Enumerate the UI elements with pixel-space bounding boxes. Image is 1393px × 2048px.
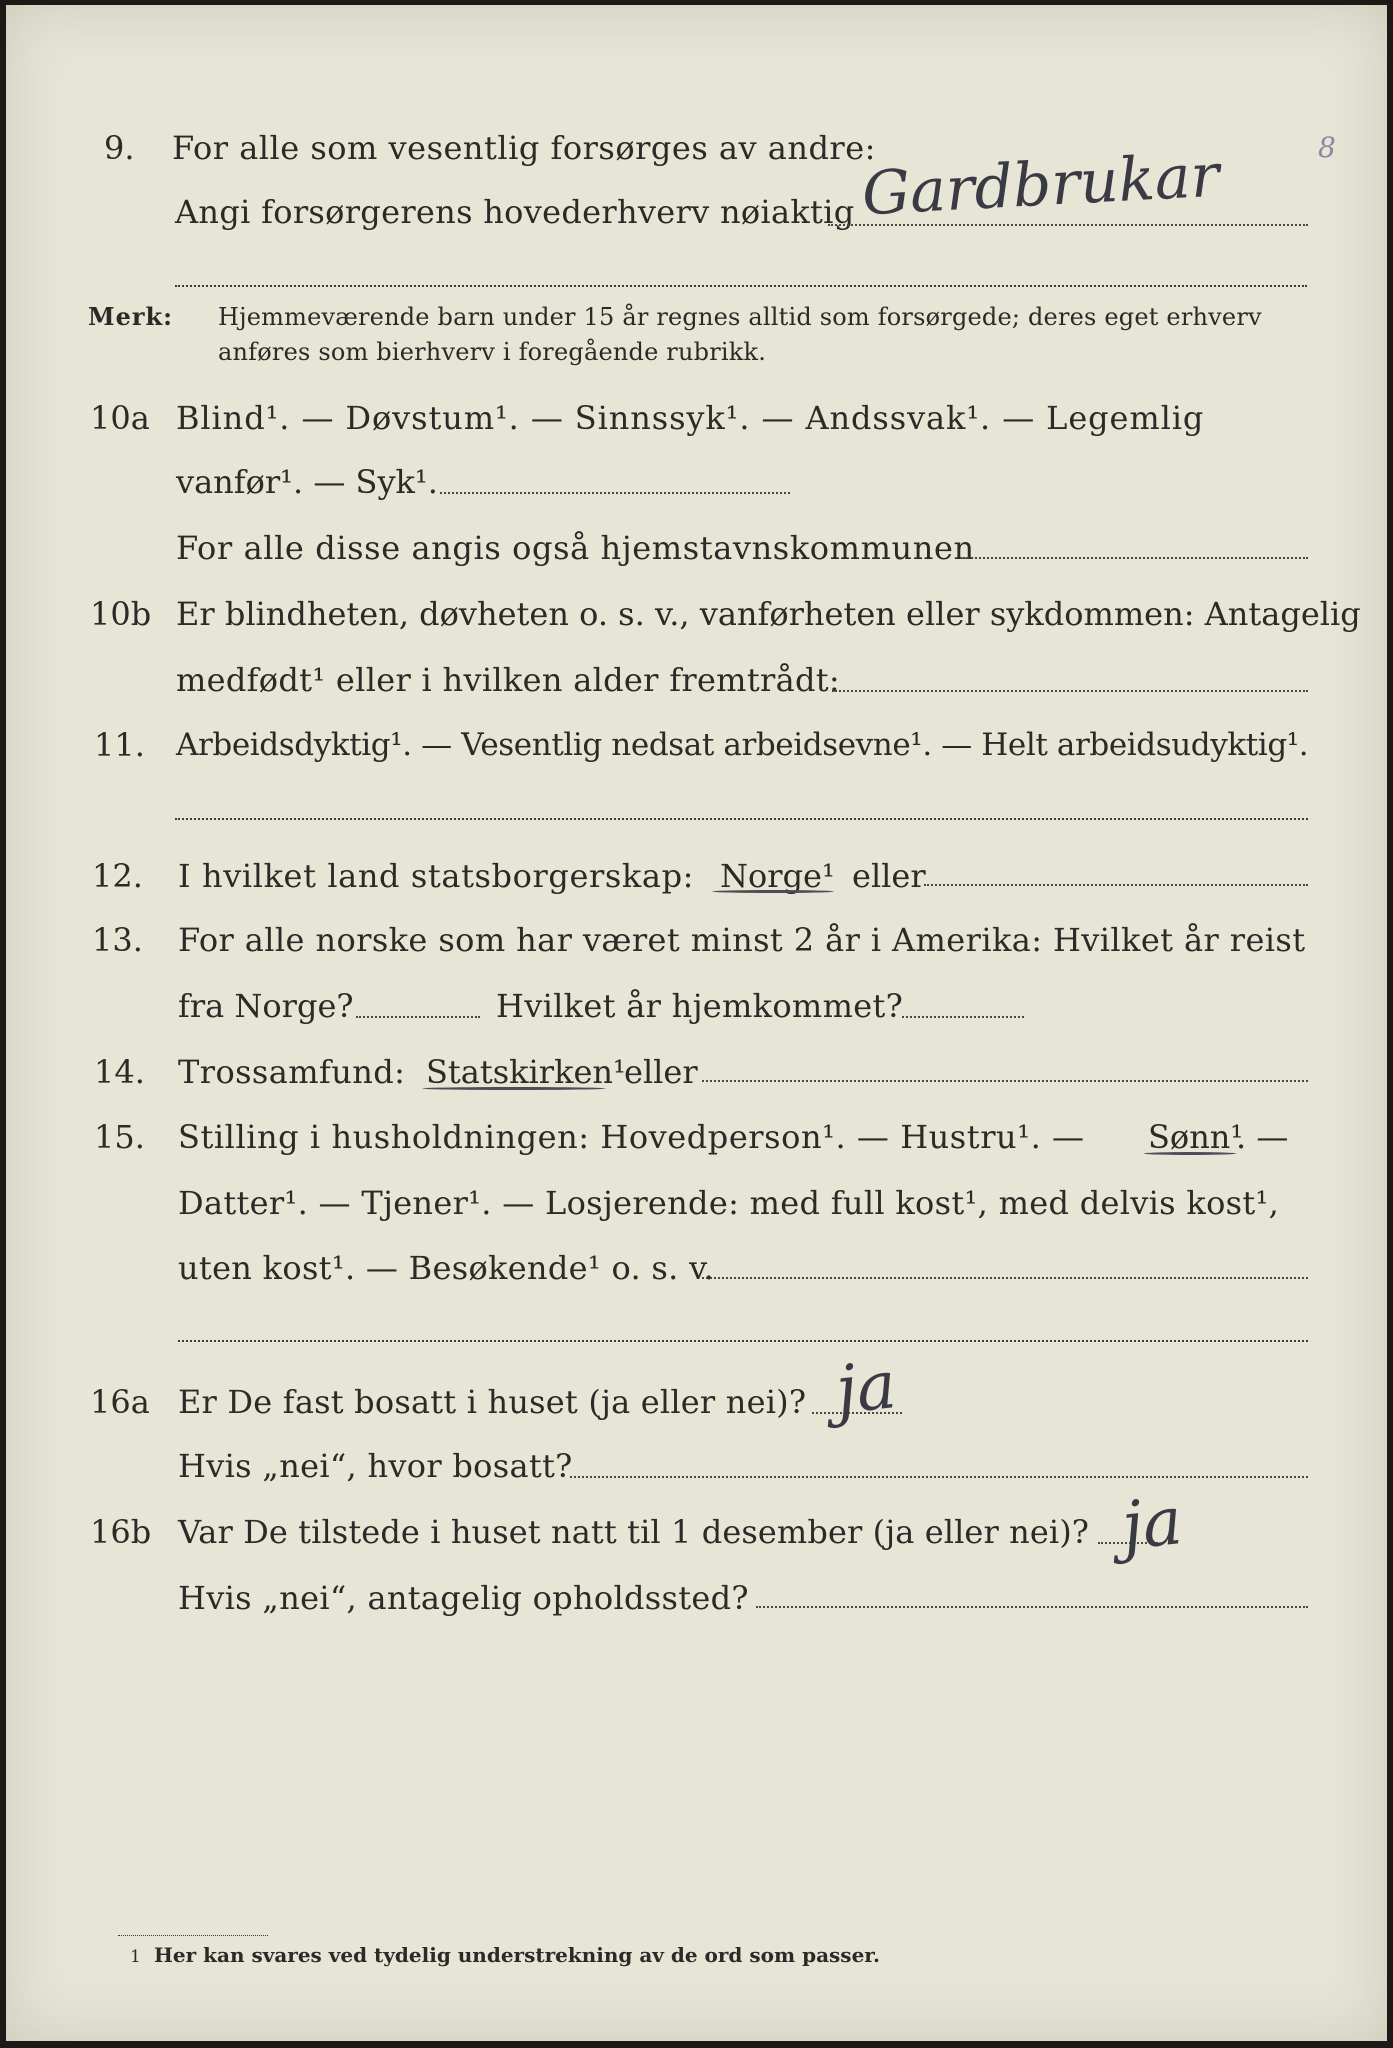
- q16b-question: Var De tilstede i huset natt til 1 desember (ja eller nei)?: [178, 1513, 1090, 1551]
- q9-question: For alle som vesentlig forsørges av andre:: [172, 129, 876, 167]
- q13-hjemkommet-label: Hvilket år hjemkommet?: [496, 987, 904, 1025]
- q16a-handwritten-answer: ja: [832, 1346, 900, 1429]
- merk-text-line2: anføres som bierhverv i foregående rubrikk.: [218, 338, 767, 366]
- q14-number: 14.: [94, 1053, 145, 1091]
- q9-handwritten-answer: Gardbrukar: [860, 140, 1221, 230]
- q15-options-line2: Datter¹. — Tjener¹. — Losjerende: med full kost¹, med delvis kost¹,: [178, 1184, 1280, 1222]
- q16b-followup-line: [756, 1606, 1308, 1608]
- q11-number: 11.: [94, 726, 145, 764]
- q12-option-norge: Norge¹: [720, 857, 835, 895]
- q12-number: 12.: [92, 857, 143, 895]
- q11-separator: [175, 818, 1308, 820]
- q9-separator: [175, 285, 1307, 287]
- q16a-question: Er De fast bosatt i huset (ja eller nei)?: [178, 1383, 807, 1421]
- q10a-hjemstavn-line: [960, 557, 1308, 559]
- q13-reist-label: fra Norge?: [178, 987, 354, 1025]
- q15-number: 15.: [94, 1118, 145, 1156]
- q10b-question-line1: Er blindheten, døvheten o. s. v., vanførheten eller sykdommen: Antagelig: [176, 595, 1361, 633]
- q11-options: Arbeidsdyktig¹. — Vesentlig nedsat arbeidsevne¹. — Helt arbeidsudyktig¹.: [176, 727, 1309, 763]
- q16b-number: 16b: [90, 1513, 152, 1551]
- merk-text-line1: Hjemmeværende barn under 15 år regnes alltid som forsørgede; deres eget erhverv: [218, 303, 1262, 331]
- q15-options-line1-end: . —: [1236, 1118, 1289, 1156]
- q14-question: Trossamfund:: [178, 1053, 406, 1091]
- q12-norge-underline: [712, 890, 834, 893]
- q10a-hjemstavn: For alle disse angis også hjemstavnskommunen: [176, 529, 975, 567]
- q13-reist-line: [356, 1016, 480, 1018]
- q16b-handwritten-answer: ja: [1118, 1482, 1186, 1565]
- q16b-followup: Hvis „nei“, antagelig opholdssted?: [178, 1579, 749, 1617]
- q10b-number: 10b: [90, 595, 152, 633]
- q12-answer-line: [924, 884, 1308, 886]
- q10b-answer-line: [832, 690, 1308, 692]
- q9-instruction: Angi forsørgerens hovederhverv nøiaktig: [175, 193, 855, 231]
- q10b-question-line2: medfødt¹ eller i hvilken alder fremtrådt:: [176, 661, 840, 699]
- footnote-mark: 1: [130, 1947, 141, 1967]
- q15-sonn-underline: [1144, 1152, 1236, 1155]
- q10a-answer-line: [440, 492, 790, 494]
- q15-option-sonn: Sønn¹: [1148, 1118, 1244, 1156]
- q15-separator: [178, 1340, 1308, 1342]
- q14-option-statskirken: Statskirken¹: [426, 1053, 626, 1091]
- q12-question: I hvilket land statsborgerskap:: [178, 857, 695, 895]
- q10a-options-line2: vanfør¹. — Syk¹.: [176, 463, 438, 501]
- q12-suffix: eller: [852, 857, 926, 895]
- q10a-number: 10a: [90, 399, 150, 437]
- q9-number: 9.: [104, 129, 135, 167]
- merk-label: Merk:: [88, 302, 173, 331]
- q16a-number: 16a: [90, 1383, 150, 1421]
- q14-answer-line: [702, 1080, 1308, 1082]
- q14-suffix: eller: [624, 1053, 698, 1091]
- q15-options-line1: Stilling i husholdningen: Hovedperson¹. — Hustru¹. —: [178, 1118, 1085, 1156]
- q15-answer-line: [702, 1277, 1308, 1279]
- footnote-text: Her kan svares ved tydelig understrekning av de ord som passer.: [154, 1943, 880, 1967]
- q10a-options-line1: Blind¹. — Døvstum¹. — Sinnssyk¹. — Andssvak¹. — Legemlig: [176, 399, 1205, 437]
- q16a-followup: Hvis „nei“, hvor bosatt?: [178, 1447, 573, 1485]
- footnote-rule: [118, 1935, 268, 1936]
- q13-question: For alle norske som har været minst 2 år i Amerika: Hvilket år reist: [178, 921, 1306, 959]
- q13-number: 13.: [92, 921, 143, 959]
- q14-statskirken-underline: [422, 1087, 606, 1090]
- q15-options-line3: uten kost¹. — Besøkende¹ o. s. v.: [178, 1249, 715, 1287]
- q16a-followup-line: [570, 1476, 1308, 1478]
- q13-hjemkommet-line: [902, 1016, 1024, 1018]
- q9-margin-note: 8: [1318, 131, 1336, 164]
